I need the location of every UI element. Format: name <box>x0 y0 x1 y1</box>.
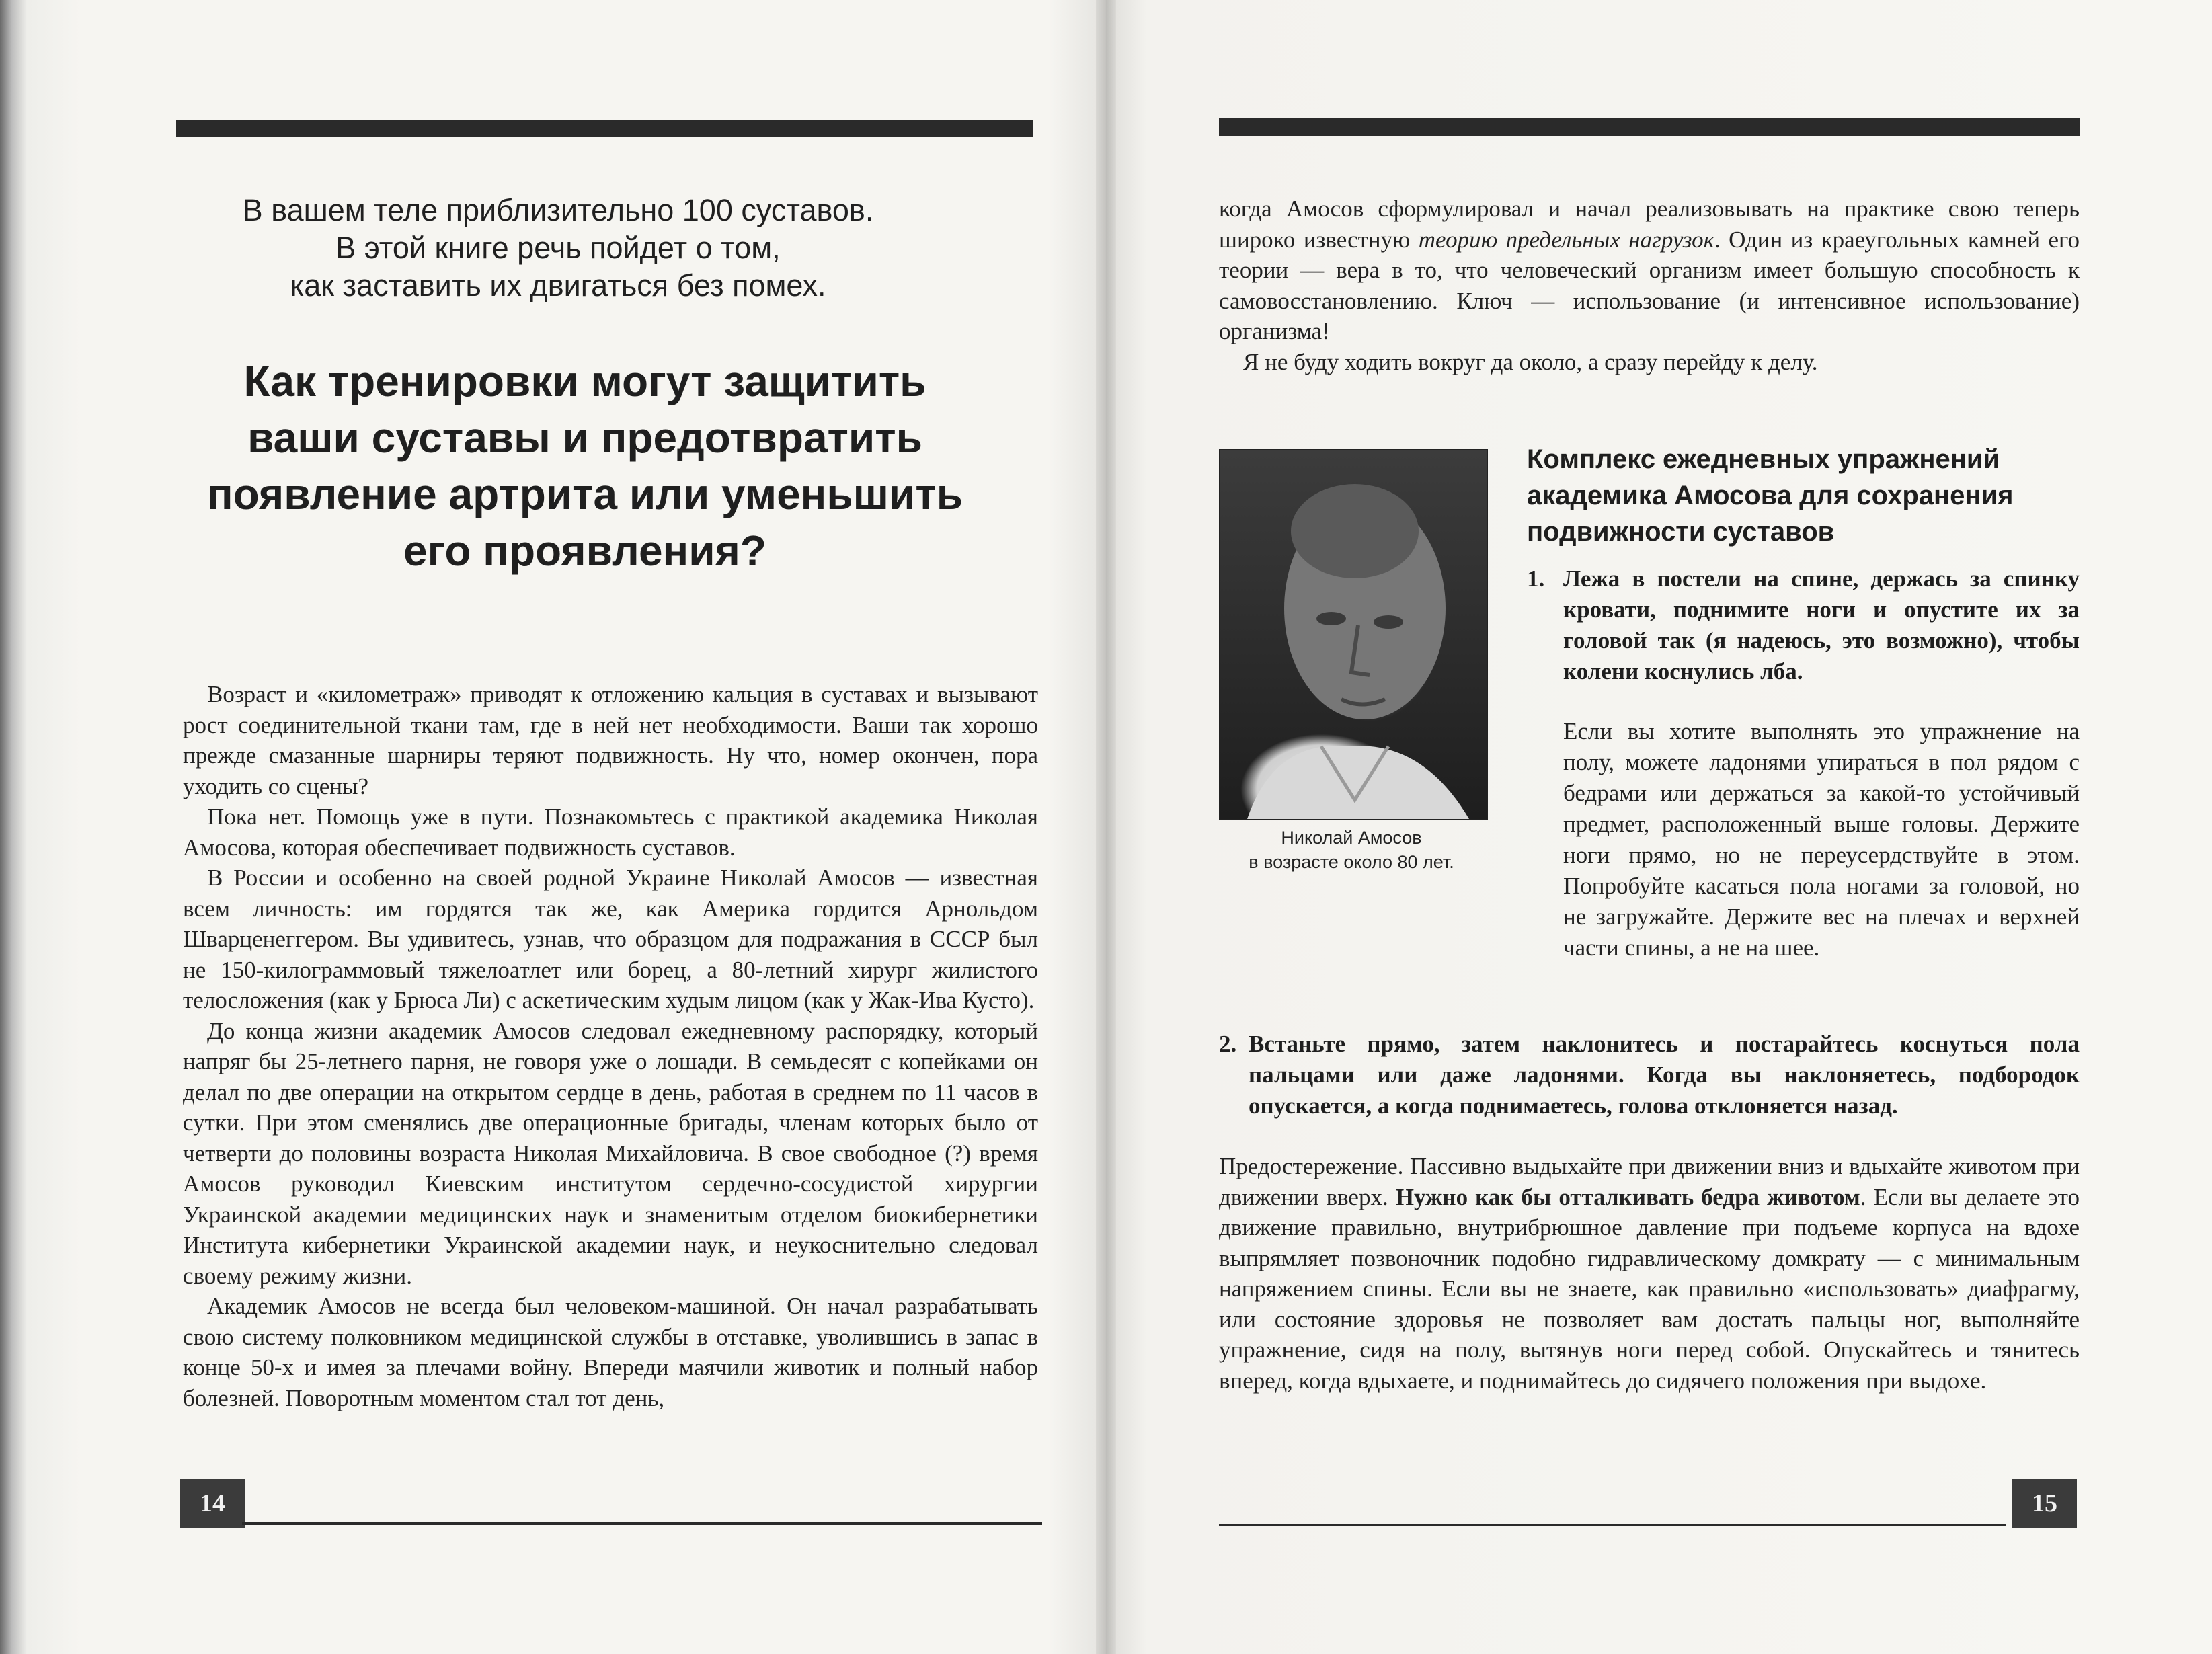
headline-line: Как тренировки могут защитить <box>243 357 926 405</box>
subhead-line: академика Амосова для сохранения <box>1527 481 2014 510</box>
caution-text: Предостережение. Пассивно выдыхайте при движении вниз и вдыхайте животом при движении вверх. <box>1219 1153 2080 1210</box>
paragraph: До конца жизни академик Амосов следовал ежедневному распорядку, который напряг бы 25-летнего парня, не говоря уже о лошади. В семьдесят с копейками он делал по две операции на открытом сердце в день, работая в среднем по 11 часов в сутки. При этом сменялись две операционные бригады, членам которых было от четверти до половины возраста Николая Михайловича. В свое свободное (?) время Амосов руководил Киевским институтом сердечно-сосудистой хирургии Украинской академии медицинских наук и знаменитым отделом биокибернетики Института кибернетики Украинской академии наук, и неукоснительно следовал своему режиму жизни. <box>183 1017 1038 1289</box>
page-number: 15 <box>2012 1479 2077 1528</box>
exercise-text: Встаньте прямо, затем наклонитесь и постарайтесь коснуться пола пальцами или даже ладонями. Когда вы наклоняетесь, подбородок опускается, а когда поднимаетесь, голова отклоняется назад. <box>1249 1031 2080 1119</box>
continuation-text-end: . Один из краеугольных камней его теории — вера в то, что человеческий организм имеет большую способность к самовосстановлению. Ключ — использование (и интенсивное использование) организма! <box>1219 226 2080 344</box>
top-rule <box>176 120 1033 137</box>
intro-line: В этой книге речь пойдет о том, <box>335 231 781 265</box>
caption-line: в возрасте около 80 лет. <box>1249 852 1454 872</box>
caution-emphasis: Нужно как бы отталкивать бедра животом <box>1395 1183 1860 1210</box>
intro-line: как заставить их двигаться без помех. <box>290 268 826 303</box>
paragraph: В России и особенно на своей родной Украине Николай Амосов — известная всем личность: им гордятся так же, как Америка гордится Арнольдом Шварценеггером. Вы удивитесь, узнав, что образцом для подражания в СССР был не 150-килограммовый тяжелоатлет или борец, а 80-летний хирург жилистого телосложения (как у Брюса Ли) с аскетическим худым лицом (как у Жак-Ива Кусто). <box>183 865 1038 1013</box>
bottom-rule <box>242 1522 1042 1525</box>
headline-line: его проявления? <box>403 526 766 575</box>
exercise-number: 2. <box>1219 1031 1237 1057</box>
portrait-illustration <box>1220 450 1487 819</box>
headline-line: появление артрита или уменьшить <box>206 470 963 518</box>
portrait-photo <box>1219 449 1488 820</box>
paragraph: Возраст и «километраж» приводят к отложению кальция в суставах и вызывают рост соединительной ткани там, где в ней нет необходимости. Ваши так хорошо прежде смазанные шарниры теряют подвижность. Ну что, номер окончен, пора уходить со сцены? <box>183 681 1038 799</box>
top-rule <box>1219 118 2080 136</box>
subhead-line: подвижности суставов <box>1527 517 1835 547</box>
intro-line: В вашем теле приблизительно 100 суставов. <box>242 193 874 227</box>
section-subhead <box>1527 441 2065 550</box>
book-gutter <box>1096 0 1116 1654</box>
left-body-text <box>183 679 1038 1413</box>
caution-paragraph <box>1219 1151 2080 1396</box>
subhead-line: Комплекс ежедневных упражнений <box>1527 444 2000 474</box>
chapter-headline <box>168 353 1002 579</box>
continuation-paragraph <box>1219 194 2080 347</box>
bottom-rule <box>1219 1524 2006 1526</box>
continuation-text: когда Амосов сформулировал и начал реализовывать на практике свою теперь широко известную <box>1219 196 2080 253</box>
caption-line: Николай Амосов <box>1281 828 1422 848</box>
paragraph: Пока нет. Помощь уже в пути. Познакомьтесь с практикой академика Николая Амосова, которая обеспечивает подвижность суставов. <box>183 803 1038 861</box>
exercise-text: Лежа в постели на спине, держась за спинку кровати, поднимите ноги и опустите их за головой так (я надеюсь, это возможно), чтобы колени коснулись лба. <box>1563 565 2080 684</box>
exercise-1-note: Если вы хотите выполнять это упражнение на полу, можете ладонями упираться в пол рядом с бедрами или держаться за какой-то устойчивый предмет, расположенный выше головы. Держите ноги прямо, но не переусердствуйте в этом. Попробуйте касаться пола ногами за головой, но не загружайте. Держите вес на плечах и верхней части спины, а не на шее. <box>1563 718 2080 961</box>
exercise-number: 1. <box>1527 565 1545 592</box>
right-body-text <box>1219 194 2080 377</box>
caution-text-end: . Если вы делаете это движение правильно, внутрибрюшное давление при подъеме корпуса на вдохе выпрямляет позвоночник подобно гидравлическому домкрату — с минимальным напряжением спины. Если вы не знаете, как правильно «использовать» диафрагму, или состояние здоровья не позволяет вам достать пальцы ног, выполняйте упражнение, сидя на полу, вытянув ноги перед собой. Опускайтесь и тянитесь вперед, когда вдыхаете, и поднимайтесь до сидячего положения при выдохе. <box>1219 1183 2080 1394</box>
exercise-2 <box>1219 1029 2080 1121</box>
paragraph: Академик Амосов не всегда был человеком-машиной. Он начал разрабатывать свою систему полковником медицинской службы в отставке, уволившись в запас в конце 50-х и имея за плечами войну. Впереди маячили животик и полный набор болезней. Поворотным моментом стал тот день, <box>183 1293 1038 1411</box>
exercise-1 <box>1527 563 2080 687</box>
headline-line: ваши суставы и предотвратить <box>247 414 922 462</box>
photo-caption <box>1214 826 1489 874</box>
right-page <box>1106 0 2212 1654</box>
paragraph: Я не буду ходить вокруг да около, а сразу перейду к делу. <box>1243 348 1818 375</box>
intro-text <box>202 192 914 305</box>
page-number: 14 <box>180 1479 245 1528</box>
theory-name: теорию предельных нагрузок <box>1418 226 1714 253</box>
